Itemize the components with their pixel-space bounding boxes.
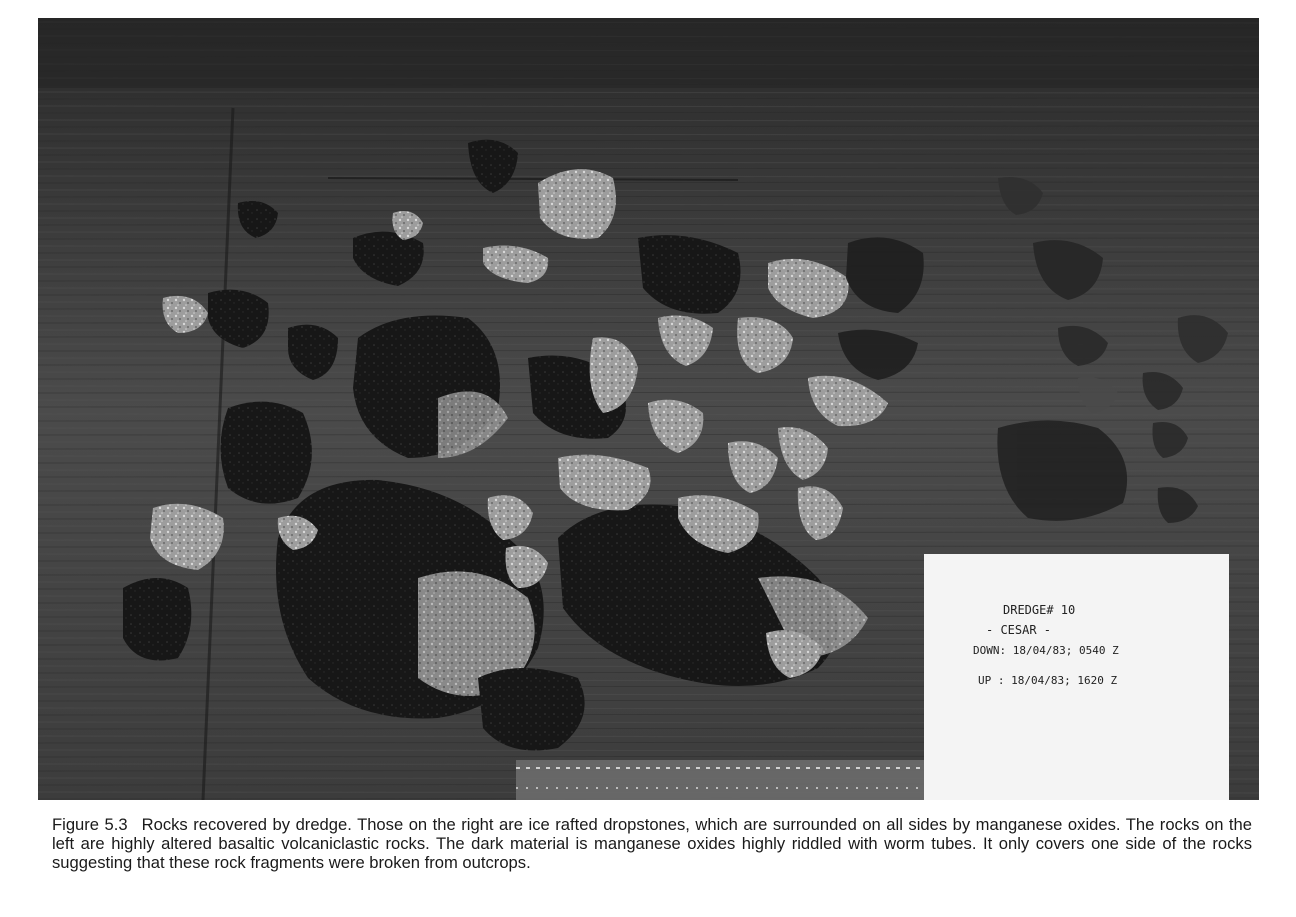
rock-dark-4 [221, 402, 312, 504]
scale-ruler [516, 760, 936, 800]
photo-scene [38, 18, 1259, 800]
figure-caption-text: Rocks recovered by dredge. Those on the right are ice rafted dropstones, which are surrounded on all sides by manganese oxides. The rocks on the left are highly altered basaltic volcaniclastic rocks. The dark material is manganese oxides highly riddled with worm tubes. It only covers one side of the rocks suggesting that these rock fragments were broken from outcrops. [52, 815, 1253, 872]
dredge-photo [38, 18, 1259, 800]
label-card-line1: DREDGE# 10 [1003, 603, 1076, 617]
rock-dark-6 [478, 668, 585, 751]
label-card-line2: - CESAR - [986, 623, 1052, 637]
label-card-line3: DOWN: 18/04/83; 0540 Z [973, 644, 1119, 657]
table-back-shadow [38, 18, 1259, 88]
rock-dark-5 [123, 578, 191, 661]
label-card-line4: UP : 18/04/83; 1620 Z [978, 674, 1118, 687]
figure-number: Figure 5.3 [52, 815, 128, 834]
figure-caption [52, 815, 1252, 872]
label-card [924, 554, 1229, 800]
